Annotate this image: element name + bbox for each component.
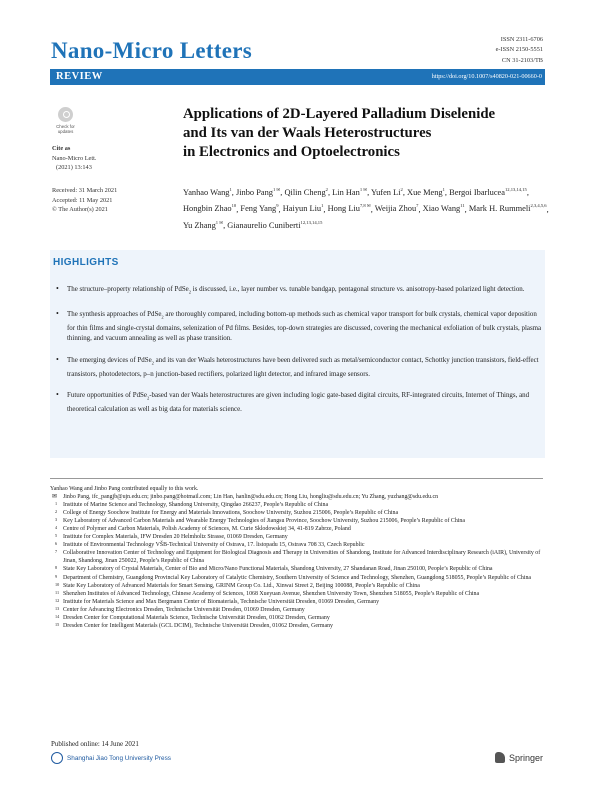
affiliation [50,533,545,541]
author-name: Lin Han [332,187,360,197]
affiliation-text: Collaborative Innovation Center of Technology and Equipment for Biological Diagnosis and Therapy in Universities of Shandong, Institute for Advanced Interdisciplinary Research (iAIR), University of Jinan, Shandong, Jinan 250022, People’s Republic of China [63,550,541,565]
affiliation-text: Dresden Center for Intelligent Materials (GCL DCIM), Technische Universität Dresden, 01062 Dresden, Germany [63,622,333,629]
citation-block [52,144,96,173]
highlight-subscript: 2 [188,289,192,295]
author [183,204,236,213]
highlight-text: The synthesis approaches of PdSe [67,309,162,318]
affiliation-text: Institute of Marine Science and Technology, Shandong University, Qingdao 266237, People’s Republic of China [63,502,329,509]
eissn: e-ISSN 2150-5551 [495,46,543,54]
affiliation [50,501,545,509]
author [227,221,322,230]
author [449,188,527,197]
email-text: Jinbo Pang, ifc_pangjb@ujn.edu.cn; jinbo.pang@hotmail.com; Lin Han, hanlin@sdu.edu.cn; Hong Liu, hongliu@sdu.edu.cn; Yu Zhang, yuzhang@sdu.edu.cn [63,494,439,501]
author-name: Gianaurelio Cuniberti [227,220,301,230]
affiliation [50,509,545,517]
affiliation-text: College of Energy Soochow Institute for Energy and Materials Innovations, Soochow University, Suzhou 215006, People’s Republic of China [63,510,399,517]
title-line: and Its van der Waals Heterostructures [183,125,432,142]
author-affiliation-marker: 2 [325,187,328,192]
author [240,204,278,213]
springer-horse-icon [495,752,505,763]
affiliation-text: State Key Laboratory of Advanced Materials for Smart Sensing, GRINM Group Co. Ltd., Xinwai Street 2, Beijing 100088, People’s Republic of China [63,582,420,589]
highlight-item [54,390,542,415]
affiliation [50,606,545,614]
affiliation-text: Institute of Environmental Technology VŠB-Technical University of Ostrava, 17. listopadu 15, Ostrava 708 33, Czech Republic [63,542,365,549]
publisher-name: Shanghai Jiao Tong University Press [67,754,171,762]
author-name: Feng Yang [240,204,277,214]
cite-journal: Nano-Micro Lett. [52,154,97,162]
envelope-icon: ✉ [52,494,58,501]
author [407,188,445,197]
highlight-text: is discussed, i.e., layer number vs. tunable bandgap, pentagonal structure vs. anisotropy-based polarized light detection. [191,285,525,293]
affiliation-number: 10 [55,581,60,587]
author-name: Xue Meng [407,187,443,197]
contribution-note: Yanhao Wang and Jinbo Pang contributed equally to this work. [50,486,199,492]
issn: ISSN 2311-6706 [500,36,543,43]
author-affiliation-marker: 1 [321,203,324,209]
author-affiliation-marker: 12,13,14,15 [505,187,527,192]
badge-label: Check for updates [56,124,75,134]
published-date: Published online: 14 June 2021 [51,740,139,748]
author-name: Hongbin Zhao [183,204,232,214]
highlight-subscript: 2 [146,395,150,401]
affiliation-number: 11 [55,589,60,595]
title-line: Applications of 2D-Layered Palladium Diselenide [183,106,496,122]
affiliation [50,598,545,606]
affiliation-list [50,501,545,630]
highlights-list [54,284,542,426]
footnotes [50,485,545,630]
author-affiliation-marker: 12,13,14,15 [300,220,323,226]
author-name: Qilin Cheng [284,187,326,197]
publisher-logo [51,752,171,764]
author-list: Yanhao Wang$^1$, Jinbo Pang$^{1 ✉}$, Qilin Cheng$^2$, Lin Han$^{1 ✉}$, Yufen Li$^2$, Xue Meng$^1$, Bergoi Ibarlucea$^{12,13,14,15}$, Hongbin Zhao$^{10}$, Feng Yang$^9$, Haiyun Liu$^1$, Hong Liu$^{7,8 ✉}$, Weijia Zhou$^7$, Xiao Wang$^{11}$, Mark H. Rummeli$^{2,3,4,5,6}$, Yu Zhang$^{1 ✉}$, Gianaurelio Cuniberti$^{12,13,14,15}$ [183,187,549,230]
affiliation-text: Key Laboratory of Advanced Carbon Materials and Wearable Energy Technologies of Jiangsu Province, Soochow University, Suzhou 215006, People’s Republic of China [63,518,465,525]
affiliation-number: 14 [55,613,60,619]
author-name: Yanhao Wang [183,187,230,197]
affiliation-text: Institute for Materials Science and Max Bergmann Center of Biomaterials, Technische Universität Dresden, 01069 Dresden, Germany [63,598,380,605]
author-affiliation-marker: 1 [229,187,232,192]
author-affiliation-marker: 1 ✉ [359,187,368,192]
affiliation [50,614,545,622]
doi-link[interactable]: https://doi.org/10.1007/s40820-021-00660-0 [431,73,542,80]
highlight-text: and its van der Waals heterostructures have been delivered such as metal/semiconductor contact, Schottky junction transistors, field-effect transistors, photodetectors, p–n junction-based rectifiers, polarized light detector, and infrared image sensors. [67,355,539,378]
cite-ref: (2021) 13:143 [56,164,92,172]
author-name: Mark H. Rummeli [468,204,531,214]
affiliation-text: Centre of Polymer and Carbon Materials, Polish Academy of Sciences, M. Curie Sklodowskiej 34, 41-819 Zabrze, Poland [63,526,351,533]
article-dates [52,186,117,215]
affiliation-number: 5 [55,533,58,539]
affiliation-number: 6 [55,541,58,547]
author-affiliation-marker: 2,3,4,5,6 [530,203,547,209]
affiliation [50,525,545,533]
affiliation-text: Department of Chemistry, Guangdong Provincial Key Laboratory of Catalytic Chemistry, Southern University of Science and Technology, Shenzhen, Guangdong 518055, People’s Republic of China [63,574,532,581]
author-name: Bergoi Ibarlucea [449,187,505,197]
springer-name: Springer [508,752,543,763]
affiliation [50,517,545,525]
highlight-subscript: 2 [151,360,154,366]
highlight-text: The emerging devices of PdSe [67,355,152,364]
affiliation-number: 3 [55,517,58,523]
highlights-heading: HIGHLIGHTS [53,257,119,268]
affiliation [50,549,545,565]
author-name: Hong Liu [327,204,360,214]
author-affiliation-marker: 2 [400,187,403,192]
springer-logo [495,752,543,763]
article-title [183,105,553,163]
author-affiliation-marker: 7,8 ✉ [359,203,371,209]
highlight-text: -based van der Waals heterostructures are given including logic gate-based digital circuits, RF-integrated circuits, Internet of Things, and theoretical calculation as well as big data for materials science. [67,391,530,414]
author [183,221,223,230]
author-affiliation-marker: 1 ✉ [215,220,224,226]
affiliation [50,541,545,549]
affiliation-text: Shenzhen Institutes of Advanced Technology, Chinese Academy of Sciences, 1068 Xueyuan Avenue, Shenzhen University Town, Shenzhen 518055, People’s Republic of China [63,590,480,597]
affiliation-number: 4 [55,525,58,531]
author [236,188,280,197]
highlight-text: The structure–property relationship of PdSe [67,285,189,293]
author-affiliation-marker: 1 ✉ [272,187,281,192]
highlight-subscript: 2 [161,314,164,320]
affiliation [50,590,545,598]
highlights-box [50,250,545,458]
highlight-item [54,355,542,380]
affiliation-text: Dresden Center for Computational Materials Science, Technische Universität Dresden, 01062 Dresden, Germany [63,614,330,621]
highlight-text: Future opportunities of PdSe [67,391,147,400]
author-name: Xiao Wang [422,204,461,214]
highlight-item [54,284,542,298]
affiliation [50,574,545,582]
affiliation-number: 12 [55,597,60,603]
author-name: Jinbo Pang [235,187,273,197]
author [284,188,327,197]
issn-block [496,35,543,66]
affiliation-number: 2 [55,509,58,515]
author-name: Yufen Li [371,187,401,197]
affiliation-text: Institute for Complex Materials, IFW Dresden 20 Helmholtz Strasse, 01069 Dresden, Germany [63,534,288,541]
affiliation-text: State Key Laboratory of Crystal Materials, Center of Bio and Micro/Nano Functional Materials, Shandong University, 27 Shandanan Road, Jinan 250100, People’s Republic of China [63,566,493,573]
author-affiliation-marker: 9 [276,203,279,209]
affiliation-number: 1 [55,501,58,507]
accepted-date: Accepted: 11 May 2021 [52,196,113,204]
author [469,204,547,213]
cite-heading: Cite as [52,145,71,152]
footnote-divider [50,478,543,479]
author-affiliation-marker: 11 [460,203,465,209]
affiliation-number: 13 [55,605,60,611]
author-affiliation-marker: 10 [231,203,237,209]
highlight-item [54,309,542,344]
author [183,188,232,197]
author [283,204,324,213]
author [423,204,465,213]
update-check-icon [58,107,73,122]
author [375,204,419,213]
title-line: in Electronics and Optoelectronics [183,144,400,161]
cn-number: CN 31-2103/TB [501,56,543,64]
affiliation [50,565,545,573]
email-note [50,493,545,501]
copyright: © The Author(s) 2021 [52,206,108,214]
article-type: REVIEW [56,71,103,82]
affiliation-number: 9 [55,573,58,579]
article-type-band [50,69,545,85]
author-affiliation-marker: 7 [416,203,419,209]
affiliation [50,582,545,590]
author-affiliation-marker: 1 [442,187,445,192]
affiliation-number: 8 [55,565,58,571]
sjtu-seal-icon [51,752,63,764]
affiliation-text: Center for Advancing Electronics Dresden, Technische Universität Dresden, 01069 Dresden, Germany [63,606,305,613]
check-for-updates-badge[interactable] [52,105,79,138]
journal-title: Nano-Micro Letters [51,38,253,63]
author-name: Yu Zhang [183,220,216,230]
author-name: Weijia Zhou [374,204,417,214]
affiliation [50,622,545,630]
author [328,204,371,213]
author [332,188,367,197]
affiliation-number: 15 [55,621,60,627]
affiliation-number: 7 [55,549,58,555]
author-name: Haiyun Liu [282,204,322,214]
highlight-text: are thoroughly compared, including bottom-up methods such as chemical vapor transport for bulk crystals, chemical vapor deposition for thin films and single-crystal domains, selenization of Pd films. Besides, top-down strategies are discussed, covering the mechanical exfoliation of bulk crystals, plasma thinning, and vacuum annealing as well as phase transition. [67,309,542,343]
received-date: Received: 31 March 2021 [52,187,118,194]
author [371,188,403,197]
